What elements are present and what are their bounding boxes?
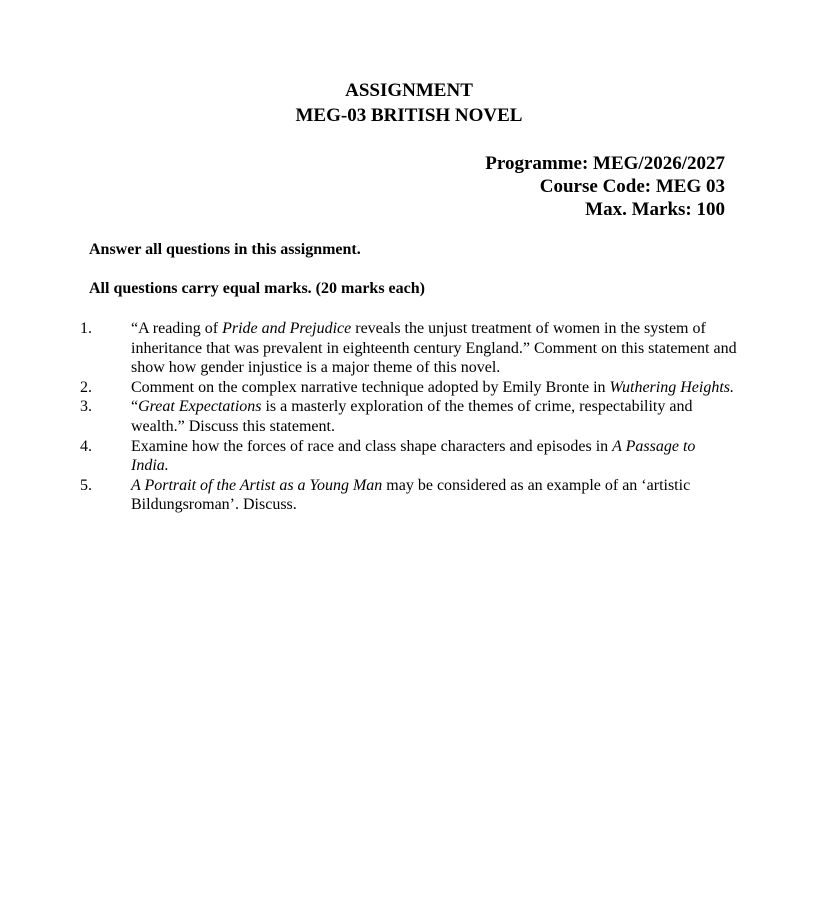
max-marks-label: Max. Marks: 100 <box>585 199 725 220</box>
question-item <box>0 397 737 436</box>
question-text-segment: Examine how the forces of race and class shape characters and episodes in <box>131 437 613 455</box>
question-list <box>0 319 835 515</box>
question-item <box>0 378 737 398</box>
question-item <box>0 437 737 476</box>
question-number: 4. <box>80 437 92 455</box>
question-text <box>131 320 737 376</box>
question-item <box>0 476 737 515</box>
question-text-segment: “ <box>131 398 139 416</box>
question-text-segment: reveals the unjust treatment of women in the system of inheritance that was prevalent in eighteenth century England.” Comment on this statement and show how gender injustice is a major theme of this novel. <box>131 320 737 377</box>
course-code-label: Course Code: MEG 03 <box>539 176 725 197</box>
document-title: ASSIGNMENT <box>345 80 473 101</box>
question-number: 2. <box>80 378 92 396</box>
question-number: 5. <box>80 476 92 494</box>
question-text <box>131 379 734 396</box>
question-text-segment: Comment on the complex narrative technique adopted by Emily Bronte in <box>131 378 610 396</box>
question-text-segment: is a masterly exploration of the themes of crime, respectability and wealth.” Discuss this statement. <box>131 398 693 435</box>
question-text <box>131 477 690 514</box>
question-item <box>0 319 737 378</box>
document-header <box>0 78 818 128</box>
work-title: Pride and Prejudice <box>222 320 352 337</box>
work-title: A Portrait of the Artist as a Young Man <box>131 476 383 494</box>
programme-label: Programme: MEG/2026/2027 <box>485 153 725 174</box>
document-subtitle: MEG-03 BRITISH NOVEL <box>295 105 523 126</box>
work-title: Wuthering Heights. <box>609 378 734 396</box>
question-text <box>131 398 692 435</box>
question-number: 1. <box>80 320 92 337</box>
instruction-equal-marks: All questions carry equal marks. (20 marks each) <box>89 280 425 297</box>
question-text <box>131 438 695 475</box>
question-text-segment: may be considered as an example of an ‘artistic Bildungsroman’. Discuss. <box>131 476 691 514</box>
assignment-meta <box>485 152 725 221</box>
question-number: 3. <box>80 398 92 416</box>
work-title: Great Expectations <box>138 398 262 416</box>
question-text-segment: “A reading of <box>131 320 223 337</box>
instruction-answer-all: Answer all questions in this assignment. <box>89 241 361 258</box>
work-title: A Passage to India. <box>131 437 696 475</box>
